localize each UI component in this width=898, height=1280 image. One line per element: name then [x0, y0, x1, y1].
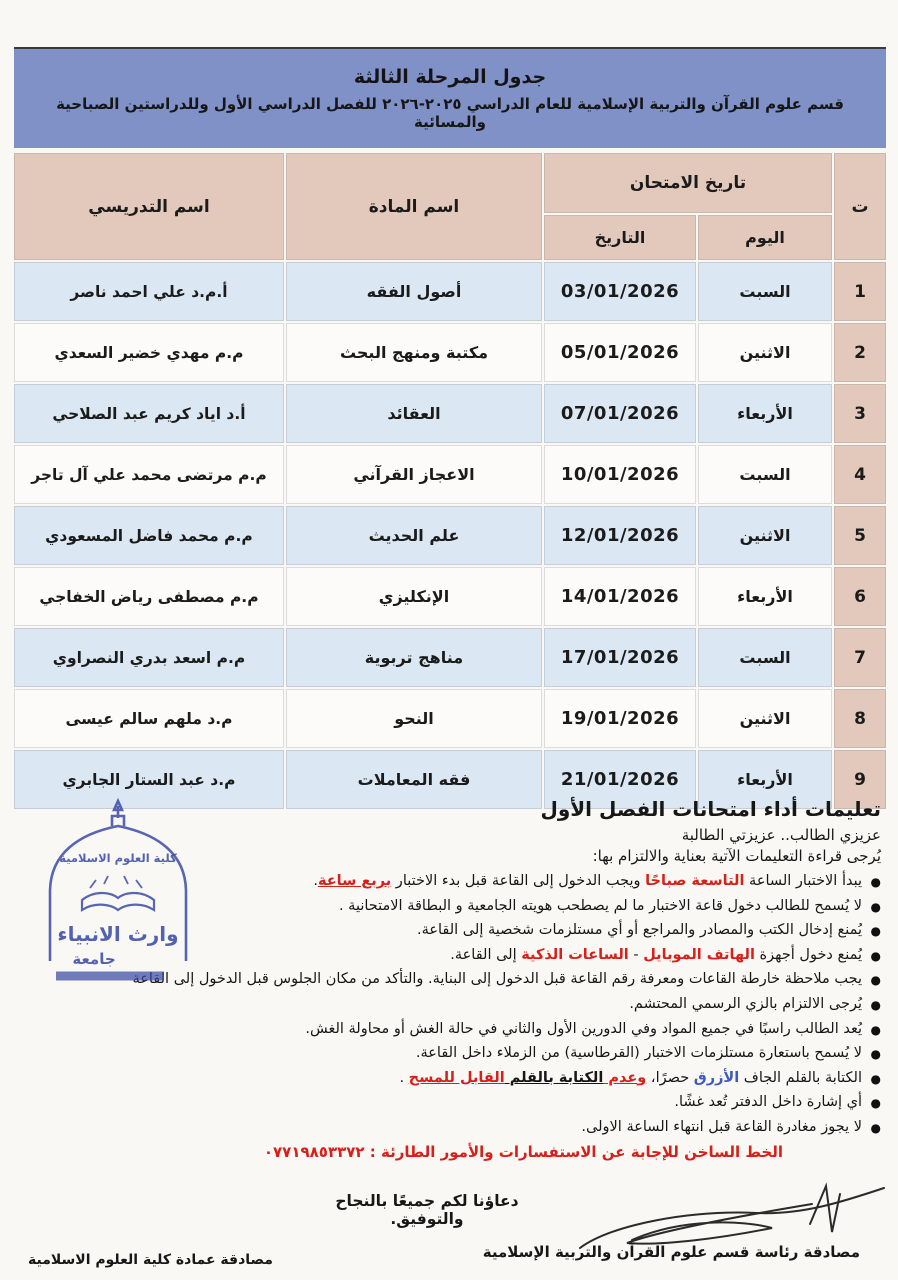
instruction-highlight: الهاتف الموبايل — [643, 946, 755, 963]
instruction-text: أي إشارة داخل الدفتر تُعد غشًا. — [674, 1094, 862, 1111]
instruction-item — [15, 1041, 881, 1066]
instruction-text: الكتابة بالقلم — [504, 1069, 604, 1086]
instruction-highlight: الساعات الذكية — [521, 946, 629, 963]
cell-date: 03/01/2026 — [544, 262, 696, 321]
page-title: جدول المرحلة الثالثة — [353, 66, 547, 88]
cell-date: 21/01/2026 — [544, 750, 696, 809]
instruction-text: يُمنع إدخال الكتب والمصادر والمراجع أو أي مستلزمات شخصية إلى القاعة. — [416, 922, 862, 939]
cell-day: الاثنين — [698, 689, 832, 748]
cell-day: السبت — [698, 628, 832, 687]
exam-schedule-table — [12, 151, 888, 811]
instruction-highlight: القابل للمسح — [408, 1069, 505, 1086]
header-exam-date: تاريخ الامتحان — [544, 153, 832, 213]
cell-no: 7 — [834, 628, 886, 687]
cell-subject: فقه المعاملات — [286, 750, 542, 809]
instruction-text: الكتابة بالقلم الجاف — [739, 1069, 862, 1086]
instruction-text: يجب ملاحظة خارطة القاعات ومعرفة رقم القاعة قبل الدخول إلى البناية. والتأكد من مكان الجلوس قبل الدخول إلى القاعة — [132, 971, 862, 988]
instructions-title: تعليمات أداء امتحانات الفصل الأول — [540, 797, 881, 821]
footer-department-approval: مصادقة رئاسة قسم علوم القرآن والتربية الإسلامية — [482, 1243, 860, 1261]
cell-date: 12/01/2026 — [544, 506, 696, 565]
instruction-text: يبدأ الاختبار الساعة — [744, 873, 862, 889]
cell-subject: أصول الفقه — [286, 262, 542, 321]
instructions-intro: يُرجى قراءة التعليمات الآتية بعناية والالتزام بها: — [592, 847, 881, 865]
table-row — [14, 506, 886, 565]
instruction-item — [15, 1115, 881, 1140]
footer-deanship-approval: مصادقة عمادة كلية العلوم الاسلامية — [28, 1252, 273, 1268]
header-instructor: اسم التدريسي — [14, 153, 284, 260]
header-date: التاريخ — [544, 215, 696, 260]
title-banner — [14, 47, 886, 148]
cell-subject: العقائد — [286, 384, 542, 443]
cell-date: 19/01/2026 — [544, 689, 696, 748]
cell-subject: مكتبة ومنهج البحث — [286, 323, 542, 382]
stamp-text-university: جامعة — [72, 950, 116, 968]
instructions-greeting: عزيزي الطالب.. عزيزتي الطالبة — [681, 826, 881, 844]
instruction-text: لا يجوز مغادرة القاعة قبل انتهاء الساعة الاولى. — [581, 1118, 862, 1135]
instruction-text: - — [628, 946, 644, 963]
instruction-text: ويجب الدخول إلى القاعة قبل بدء الاختبار — [391, 873, 646, 889]
cell-instructor: م.د عبد الستار الجابري — [14, 750, 284, 809]
instruction-item — [15, 1090, 881, 1115]
table-row — [14, 689, 886, 748]
instruction-text: إلى القاعة. — [450, 946, 522, 963]
cell-instructor: م.م اسعد بدري النصراوي — [14, 628, 284, 687]
instruction-text: يُعد الطالب راسبًا في جميع المواد وفي الدورين الأول والثاني في حالة الغش أو محاولة الغش. — [305, 1020, 862, 1037]
header-day: اليوم — [698, 215, 832, 260]
instruction-text: لا يُسمح للطالب دخول قاعة الاختبار ما لم يصطحب هويته الجامعية و البطاقة الامتحانية . — [338, 897, 862, 914]
instruction-text: يُرجى الالتزام بالزي الرسمي المحتشم. — [629, 995, 862, 1012]
instruction-text: . — [399, 1069, 409, 1086]
stamp-text-college: كلية العلوم الاسلامية — [59, 851, 177, 865]
cell-no: 9 — [834, 750, 886, 809]
cell-day: الأربعاء — [698, 750, 832, 809]
cell-instructor: م.م مهدي خضير السعدي — [14, 323, 284, 382]
instruction-highlight: بربع ساعة — [317, 873, 392, 889]
header-subject: اسم المادة — [286, 153, 542, 260]
cell-date: 14/01/2026 — [544, 567, 696, 626]
stamp-text-motto: وارث الانبياء — [57, 922, 179, 946]
table-row — [14, 384, 886, 443]
page-subtitle: قسم علوم القرآن والتربية الإسلامية للعام الدراسي ٢٠٢٥-٢٠٢٦ للفصل الدراسي الأول وللدراستين الصباحية والمسائية — [56, 95, 844, 131]
cell-day: السبت — [698, 445, 832, 504]
cell-no: 3 — [834, 384, 886, 443]
table-row — [14, 323, 886, 382]
closing-wish: دعاؤنا لكم جميعًا بالنجاح والتوفيق. — [335, 1192, 519, 1228]
cell-instructor: م.م مرتضى محمد علي آل تاجر — [14, 445, 284, 504]
cell-subject: الاعجاز القرآني — [286, 445, 542, 504]
cell-subject: مناهج تربوية — [286, 628, 542, 687]
cell-subject: علم الحديث — [286, 506, 542, 565]
cell-date: 10/01/2026 — [544, 445, 696, 504]
instruction-text: حصرًا، — [646, 1069, 694, 1086]
cell-date: 07/01/2026 — [544, 384, 696, 443]
instruction-highlight: التاسعة صباحًا — [645, 873, 745, 889]
cell-instructor: م.م محمد فاضل المسعودي — [14, 506, 284, 565]
cell-subject: الإنكليزي — [286, 567, 542, 626]
table-row — [14, 628, 886, 687]
cell-instructor: أ.د اياد كريم عبد الصلاحي — [14, 384, 284, 443]
instruction-item — [15, 1066, 881, 1091]
instruction-text: . — [313, 873, 318, 889]
cell-subject: النحو — [286, 689, 542, 748]
cell-no: 8 — [834, 689, 886, 748]
instruction-highlight: الأزرق — [693, 1069, 740, 1086]
table-row — [14, 262, 886, 321]
instruction-text: لا يُسمح باستعارة مستلزمات الاختبار (القرطاسية) من الزملاء داخل القاعة. — [415, 1045, 862, 1062]
cell-day: السبت — [698, 262, 832, 321]
table-row — [14, 445, 886, 504]
header-no: ت — [834, 153, 886, 260]
cell-no: 1 — [834, 262, 886, 321]
instruction-text: يُمنع دخول أجهزة — [754, 946, 862, 963]
cell-day: الأربعاء — [698, 384, 832, 443]
hotline-text: الخط الساخن للإجابة عن الاستفسارات والأمور الطارئة : ٠٧٧١٩٨٥٣٣٧٢ — [263, 1142, 783, 1161]
cell-instructor: أ.م.د علي احمد ناصر — [14, 262, 284, 321]
cell-no: 2 — [834, 323, 886, 382]
cell-no: 5 — [834, 506, 886, 565]
cell-no: 4 — [834, 445, 886, 504]
cell-day: الاثنين — [698, 506, 832, 565]
instruction-item — [15, 1017, 881, 1042]
cell-date: 17/01/2026 — [544, 628, 696, 687]
instruction-highlight: وعدم — [603, 1069, 647, 1086]
cell-date: 05/01/2026 — [544, 323, 696, 382]
cell-instructor: م.م مصطفى رياض الخفاجي — [14, 567, 284, 626]
table-row — [14, 567, 886, 626]
cell-day: الأربعاء — [698, 567, 832, 626]
college-stamp-icon — [30, 796, 208, 1004]
cell-day: الاثنين — [698, 323, 832, 382]
cell-instructor: م.د ملهم سالم عيسى — [14, 689, 284, 748]
cell-no: 6 — [834, 567, 886, 626]
